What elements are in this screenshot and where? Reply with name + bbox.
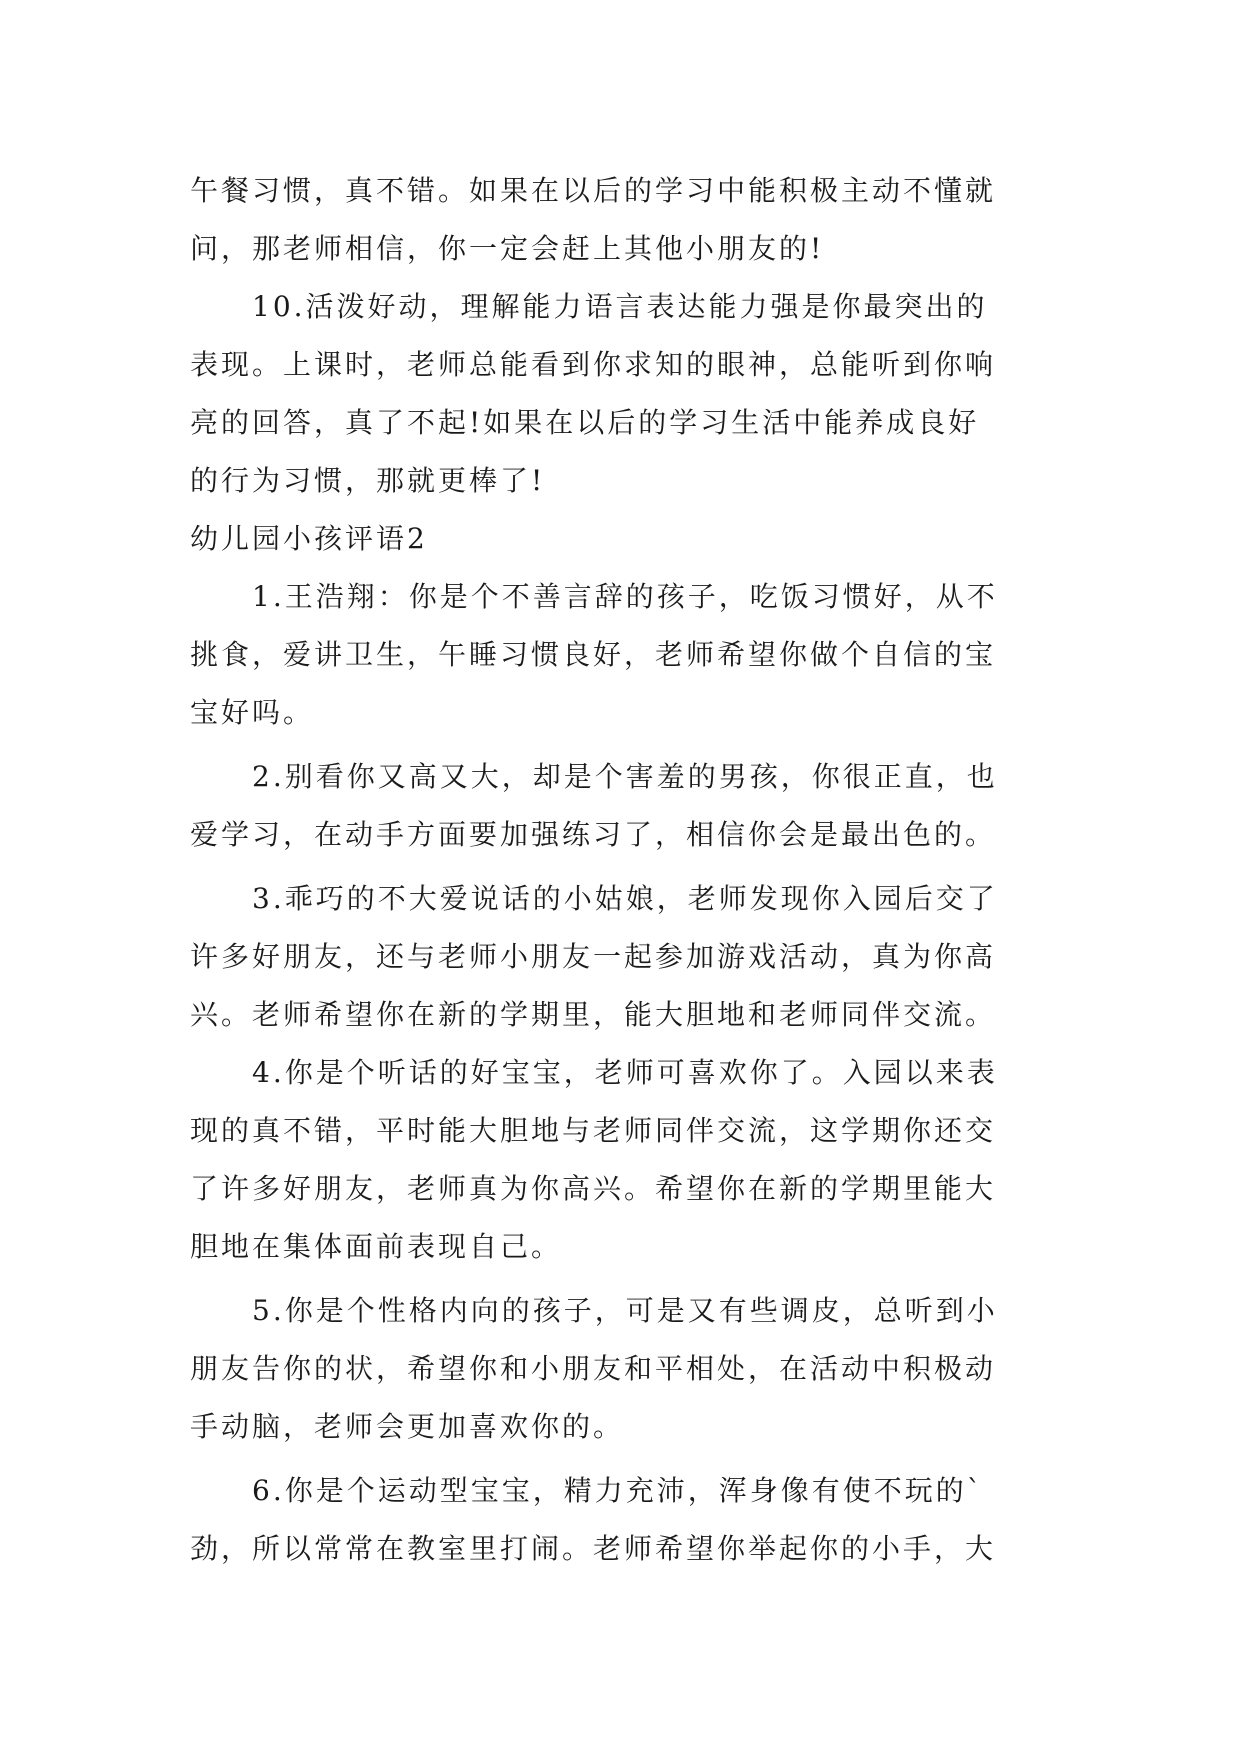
text-line: 宝好吗。	[190, 696, 315, 729]
list-item	[190, 1462, 1050, 1578]
text-line: 劲，所以常常在教室里打闹。老师希望你举起你的小手，大	[190, 1532, 997, 1565]
paragraph-continued	[190, 162, 1050, 278]
text-line: 午餐习惯，真不错。如果在以后的学习中能积极主动不懂就	[190, 174, 997, 207]
list-item	[190, 1282, 1050, 1456]
text-line: 5.你是个性格内向的孩子，可是又有些调皮，总听到小	[252, 1294, 998, 1327]
text-line: 1.王浩翔：你是个不善言辞的孩子，吃饭习惯好，从不	[252, 580, 998, 613]
text-line: 3.乖巧的不大爱说话的小姑娘，老师发现你入园后交了	[252, 882, 998, 915]
text-line: 许多好朋友，还与老师小朋友一起参加游戏活动，真为你高	[190, 940, 997, 973]
text-line: 2.别看你又高又大，却是个害羞的男孩，你很正直，也	[252, 760, 998, 793]
text-line: 朋友告你的状，希望你和小朋友和平相处，在活动中积极动	[190, 1352, 997, 1385]
list-item	[190, 568, 1050, 742]
text-line: 胆地在集体面前表现自己。	[190, 1230, 563, 1263]
list-item	[190, 870, 1050, 1044]
text-line: 现的真不错，平时能大胆地与老师同伴交流，这学期你还交	[190, 1114, 997, 1147]
text-line: 兴。老师希望你在新的学期里，能大胆地和老师同伴交流。	[190, 998, 997, 1031]
text-line: 10.活泼好动，理解能力语言表达能力强是你最突出的	[252, 290, 988, 323]
text-line: 挑食，爱讲卫生，午睡习惯良好，老师希望你做个自信的宝	[190, 638, 997, 671]
list-item	[190, 1044, 1050, 1276]
paragraph-item-10	[190, 278, 1050, 510]
text-line: 问，那老师相信，你一定会赶上其他小朋友的!	[190, 232, 825, 265]
document-body	[190, 162, 1050, 1578]
text-line: 表现。上课时，老师总能看到你求知的眼神，总能听到你响	[190, 348, 997, 381]
text-line: 6.你是个运动型宝宝，精力充沛，浑身像有使不玩的`	[252, 1474, 984, 1507]
text-line: 手动脑，老师会更加喜欢你的。	[190, 1410, 625, 1443]
section-heading: 幼儿园小孩评语2	[190, 522, 428, 555]
text-line: 爱学习，在动手方面要加强练习了，相信你会是最出色的。	[190, 818, 997, 851]
text-line: 了许多好朋友，老师真为你高兴。希望你在新的学期里能大	[190, 1172, 997, 1205]
list-item	[190, 748, 1050, 864]
text-line: 亮的回答，真了不起!如果在以后的学习生活中能养成良好	[190, 406, 980, 439]
text-line: 的行为习惯，那就更棒了!	[190, 464, 546, 497]
text-line: 4.你是个听话的好宝宝，老师可喜欢你了。入园以来表	[252, 1056, 998, 1089]
